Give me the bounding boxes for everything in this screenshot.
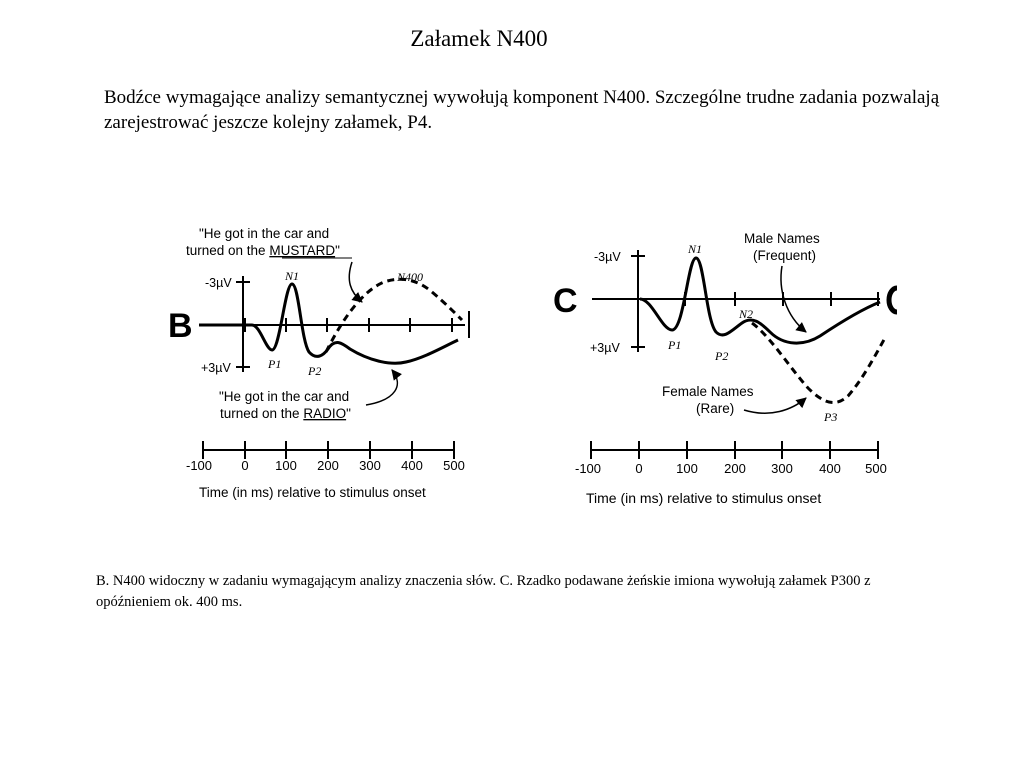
panel-c-edge-glyph <box>889 288 897 312</box>
panel-c-tick: 200 <box>724 461 746 476</box>
label-female-line1: Female Names <box>662 384 754 399</box>
peak-p2-b: P2 <box>308 364 322 378</box>
panel-c-tick: 400 <box>819 461 841 476</box>
panel-b-x-label: Time (in ms) relative to stimulus onset <box>199 485 426 500</box>
panel-b-tick: 300 <box>359 458 381 473</box>
peak-n1-b: N1 <box>285 269 300 283</box>
arrow-mustard <box>349 262 362 302</box>
peak-p1-c: P1 <box>668 338 682 352</box>
waveform-male-solid <box>640 258 880 343</box>
panel-b <box>168 226 469 500</box>
peak-p1-b: P1 <box>268 357 282 371</box>
panel-c-tick: -100 <box>574 461 602 476</box>
panel-b-tick: -100 <box>185 458 213 473</box>
panel-b-tick: 500 <box>443 458 465 473</box>
figure-caption: B. N400 widoczny w zadaniu wymagającym analizy znaczenia słów. C. Rzadko podawane żeńskie imiona wywołują załamek P300 z opóźnieniem ok. 400 ms. <box>96 573 871 610</box>
panel-c <box>553 231 897 506</box>
arrow-radio <box>366 370 397 405</box>
peak-p3-c: P3 <box>824 410 838 424</box>
panel-b-tick: 100 <box>275 458 297 473</box>
panel-b-letter: B <box>168 307 193 345</box>
peak-p2-c: P2 <box>715 349 729 363</box>
label-male-line2: (Frequent) <box>753 248 817 263</box>
label-mustard-line1: "He got in the car and <box>199 226 330 241</box>
panel-c-y-pos: +3µV <box>590 341 620 355</box>
label-mustard-word: MUSTARD <box>269 243 336 258</box>
panel-c-x-label: Time (in ms) relative to stimulus onset <box>586 490 822 506</box>
label-male-line1: Male Names <box>744 231 820 246</box>
label-mustard-line2: turned on the MUSTARD" <box>186 243 340 258</box>
panel-b-tick: 200 <box>317 458 339 473</box>
panel-b-tick: 400 <box>401 458 423 473</box>
label-radio-word: RADIO <box>303 406 347 421</box>
panel-c-y-neg: -3µV <box>594 250 621 264</box>
panel-b-y-pos: +3µV <box>201 361 231 375</box>
label-radio-line1: "He got in the car and <box>219 389 350 404</box>
waveform-radio-solid <box>199 284 458 363</box>
panel-c-tick: 0 <box>635 461 643 476</box>
panel-c-letter: C <box>553 282 578 320</box>
panel-c-tick: 100 <box>676 461 698 476</box>
label-female-line2: (Rare) <box>696 401 735 416</box>
panel-c-tick: 500 <box>865 461 887 476</box>
slide-title: Załamek N400 <box>410 26 548 51</box>
peak-n2-c: N2 <box>739 307 754 321</box>
waveform-mustard-dashed <box>326 279 462 352</box>
arrow-female <box>744 398 806 413</box>
label-radio-line2: turned on the RADIO" <box>220 406 351 421</box>
panel-b-tick: 0 <box>241 458 249 473</box>
peak-n400-b: N400 <box>397 270 424 284</box>
panel-b-y-neg: -3µV <box>205 276 232 290</box>
intro-paragraph: Bodźce wymagające analizy semantycznej wywołują komponent N400. Szczególne trudne zadania pozwalają zarejestrować jeszcze kolejny załamek, P4. <box>104 87 940 133</box>
peak-n1-c: N1 <box>688 242 703 256</box>
panel-c-tick: 300 <box>771 461 793 476</box>
